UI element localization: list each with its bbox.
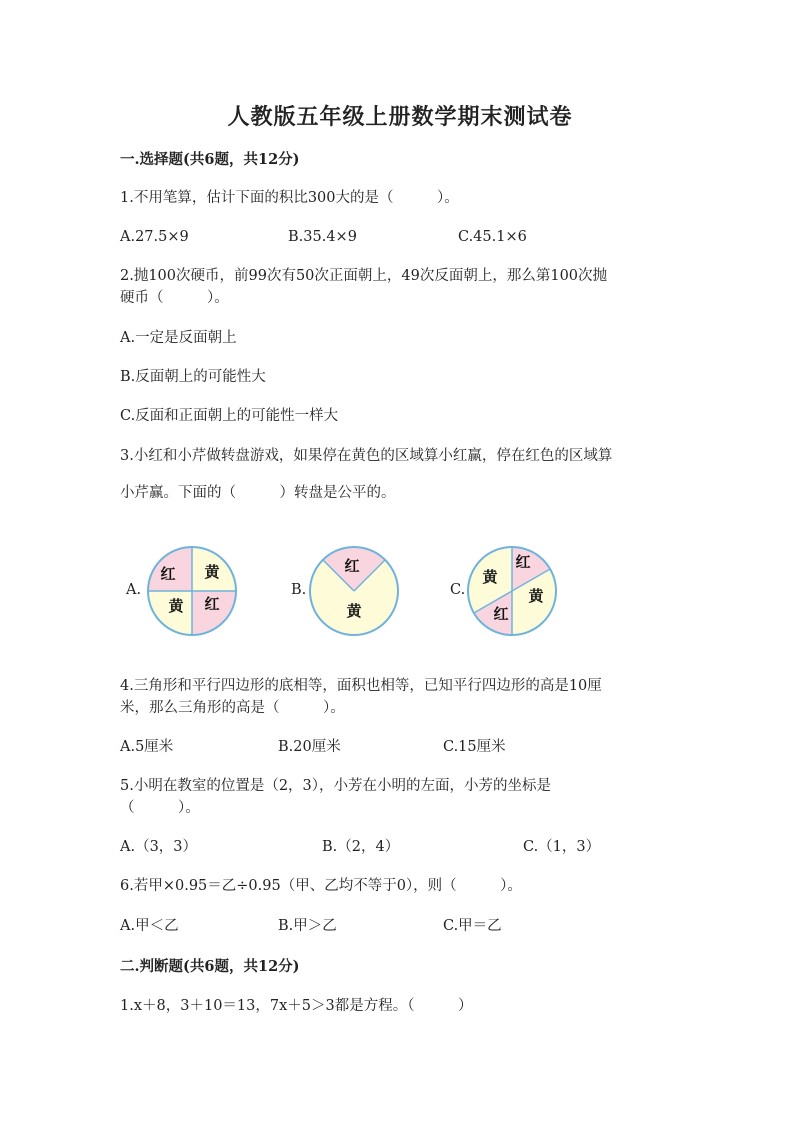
question-2-option-c: C.反面和正面朝上的可能性一样大 xyxy=(120,408,339,424)
spinner-b-text-red: 红 xyxy=(344,557,360,575)
question-4-option-c: C.15厘米 xyxy=(443,739,506,755)
question-3-stem-line1: 3.小红和小芹做转盘游戏，如果停在黄色的区域算小红赢，停在红色的区域算 xyxy=(120,448,613,464)
question-2-option-b: B.反面朝上的可能性大 xyxy=(120,369,266,385)
judge-question-1-stem: 1.x＋8，3＋10＝13，7x＋5＞3都是方程。（ ） xyxy=(120,998,473,1014)
question-4-stem-line1: 4.三角形和平行四边形的底相等，面积也相等，已知平行四边形的高是10厘 xyxy=(120,678,602,694)
question-2-stem-line2: 硬币（ ）。 xyxy=(120,290,229,306)
question-6-option-c: C.甲＝乙 xyxy=(443,918,502,934)
question-6-option-b: B.甲＞乙 xyxy=(278,918,337,934)
page-title: 人教版五年级上册数学期末测试卷 xyxy=(227,104,573,130)
spinner-b-text-yellow: 黄 xyxy=(346,602,362,620)
spinner-c-text-yellow-1: 黄 xyxy=(482,568,498,586)
question-2-option-a: A.一定是反面朝上 xyxy=(120,330,237,346)
question-3-stem-line2: 小芹赢。下面的（ ）转盘是公平的。 xyxy=(120,485,396,501)
question-5-option-a: A.（3，3） xyxy=(120,839,198,855)
spinner-c-text-red-2: 红 xyxy=(493,605,509,623)
question-6-stem: 6.若甲×0.95＝乙÷0.95（甲、乙均不等于0），则（ ）。 xyxy=(120,878,522,894)
question-5-stem-line1: 5.小明在教室的位置是（2，3），小芳在小明的左面，小芳的坐标是 xyxy=(120,778,552,794)
question-4-option-b: B.20厘米 xyxy=(278,739,341,755)
spinner-c xyxy=(462,541,562,641)
question-1-option-c: C.45.1×6 xyxy=(458,229,527,245)
section-heading-true-false: 二.判断题(共6题，共12分) xyxy=(120,958,300,975)
question-6-option-a: A.甲＜乙 xyxy=(120,918,179,934)
question-5-option-c: C.（1，3） xyxy=(523,839,601,855)
spinner-a-text-red-1: 红 xyxy=(160,565,176,583)
spinner-a-label: A. xyxy=(126,582,142,598)
question-1-option-a: A.27.5×9 xyxy=(120,229,189,245)
question-5-option-b: B.（2，4） xyxy=(322,839,400,855)
spinner-a-text-yellow-2: 黄 xyxy=(168,597,184,615)
question-1-option-b: B.35.4×9 xyxy=(288,229,357,245)
spinner-b xyxy=(304,541,404,641)
question-2-stem-line1: 2.抛100次硬币，前99次有50次正面朝上，49次反面朝上，那么第100次抛 xyxy=(120,268,608,284)
spinner-c-text-red-1: 红 xyxy=(515,553,531,571)
spinner-a xyxy=(142,541,242,641)
spinner-c-text-yellow-2: 黄 xyxy=(528,587,544,605)
section-heading-choice: 一.选择题(共6题，共12分) xyxy=(120,151,300,168)
question-4-stem-line2: 米，那么三角形的高是（ ）。 xyxy=(120,700,345,716)
question-1-stem: 1.不用笔算，估计下面的积比300大的是（ ）。 xyxy=(120,190,459,206)
spinner-b-label: B. xyxy=(291,582,307,598)
spinner-a-text-red-2: 红 xyxy=(204,595,220,613)
spinner-a-text-yellow-1: 黄 xyxy=(204,563,220,581)
spinner-c-label: C. xyxy=(450,582,466,598)
question-5-stem-line2: （ ）。 xyxy=(120,800,200,816)
question-4-option-a: A.5厘米 xyxy=(120,739,174,755)
